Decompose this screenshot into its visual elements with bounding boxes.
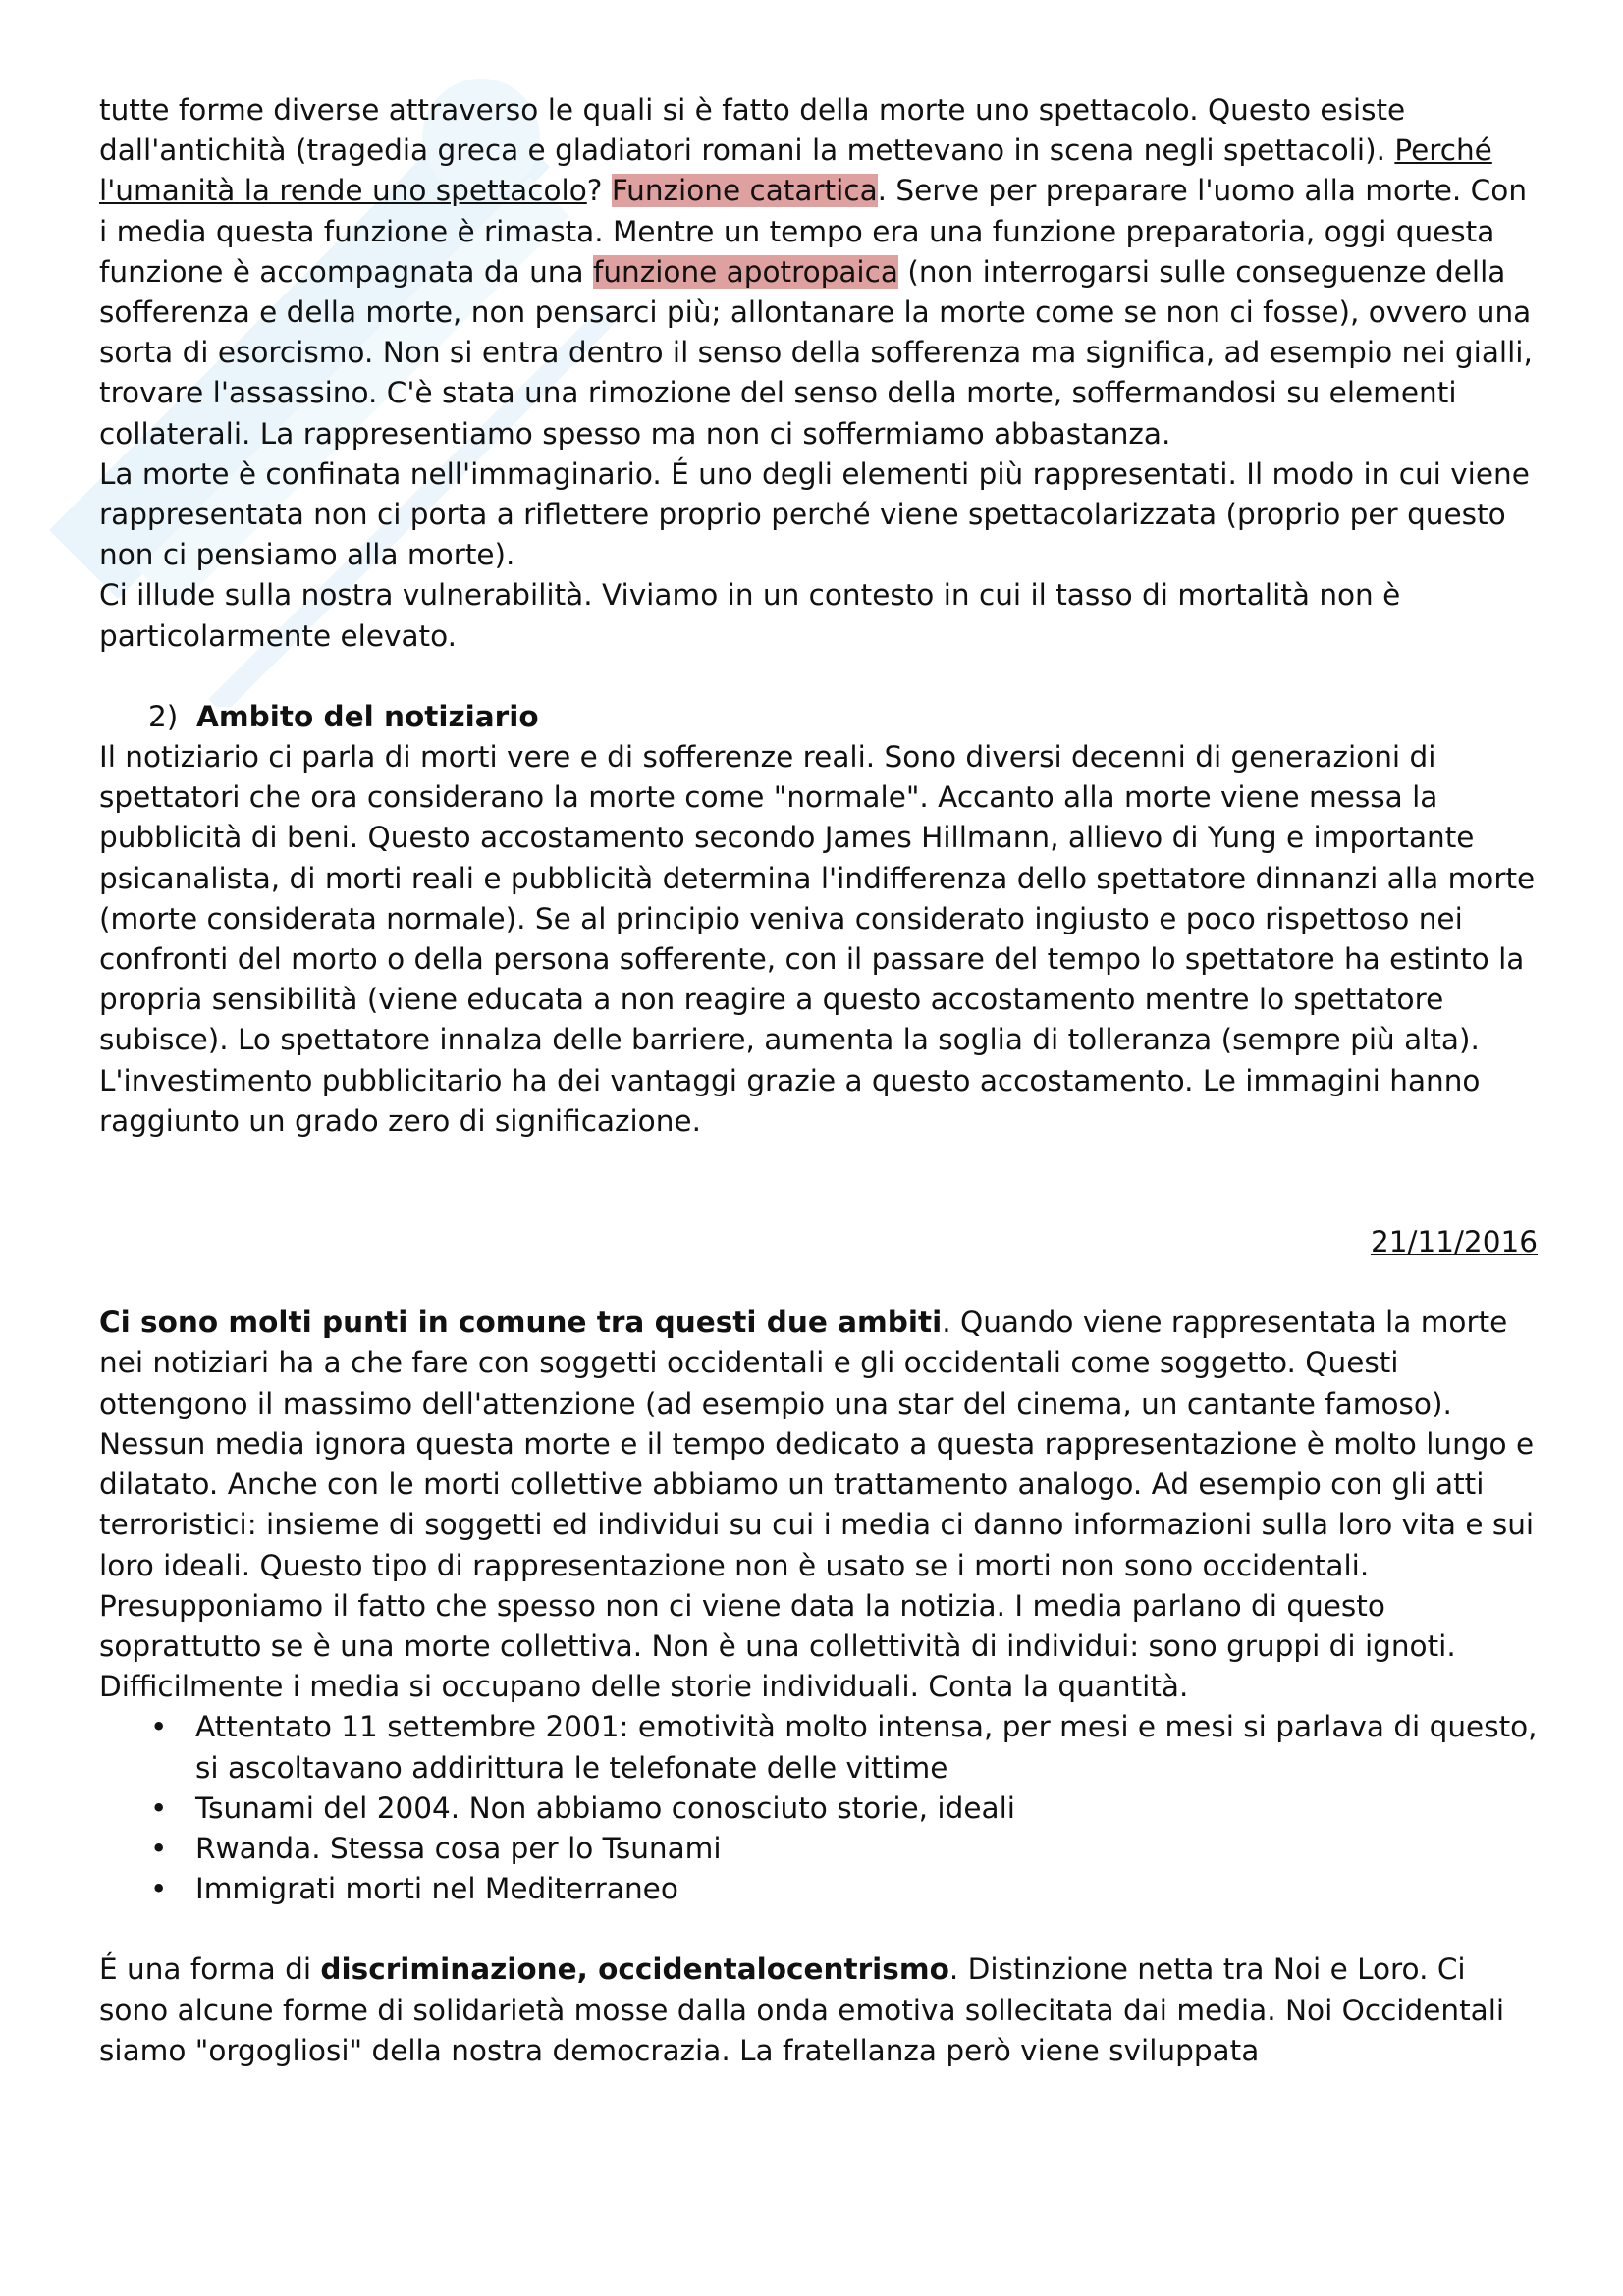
paragraph-text: tutte forme diverse attraverso le quali si è fatto della morte uno spettacolo. Questo esiste dall'antichità (tragedia greca e gladiatori romani la mettevano in scena negli spettacoli). [99, 93, 1406, 168]
section-number: 2) [148, 699, 179, 733]
list-item: • Rwanda. Stessa cosa per lo Tsunami [195, 1829, 1538, 1869]
list-item: • Immigrati morti nel Mediterraneo [195, 1869, 1538, 1909]
underlined-question: Perché l'umanità la rende uno spettacolo [99, 133, 1492, 208]
paragraph-text: . Serve per preparare l'uomo alla morte. Con i media questa funzione è rimasta. Mentre un tempo era una funzione preparatoria, oggi questa funzione è accompagnata da una [99, 174, 1528, 289]
date-row [99, 1222, 1538, 1262]
paragraph-text: . Quando viene rappresentata la morte nei notiziari ha a che fare con soggetti occidentali e gli occidentali come soggetto. Questi ottengono il massimo dell'attenzione (ad esempio una star del cinema, un cantante famoso). Nessun media ignora questa morte e il tempo dedicato a questa rappresentazione è molto lungo e dilatato. Anche con le morti collettive abbiamo un trattamento analogo. Ad esempio con gli atti terroristici: insieme di soggetti ed individui su cui i media ci danno informazioni sulla loro vita e sui loro ideali. Questo tipo di rappresentazione non è usato se i morti non sono occidentali. Presupponiamo il fatto che spesso non ci viene data la notizia. I media parlano di questo soprattutto se è una morte collettiva. Non è una collettività di individui: sono gruppi di ignoti. Difficilmente i media si occupano delle storie individuali. Conta la quantità. [99, 1306, 1535, 1704]
bold-term: discriminazione, occidentalocentrismo [320, 1952, 949, 1987]
paragraph-punti-comune [99, 1303, 1538, 1707]
section-title: Ambito del notiziario [196, 699, 539, 733]
paragraph-text: É una forma di [99, 1952, 312, 1987]
paragraph-text: . Distinzione netta tra Noi e Loro. Ci sono alcune forme di solidarietà mosse dalla onda emotiva sollecitata dai media. Noi Occidentali siamo "orgogliosi" della nostra democrazia. La fratellanza però viene sviluppata [99, 1952, 1505, 2067]
highlight-funzione-catartica: Funzione catartica [611, 174, 878, 208]
paragraph-notiziario: Il notiziario ci parla di morti vere e di sofferenze reali. Sono diversi decenni di generazioni di spettatori che ora considerano la morte come "normale". Accanto alla morte viene messa la pubblicità di beni. Questo accostamento secondo James Hillmann, allievo di Yung e importante psicanalista, di morti reali e pubblicità determina l'indifferenza dello spettatore dinnanzi alla morte (morte considerata normale). Se al principio veniva considerato ingiusto e poco rispettoso nei confronti del morto o della persona sofferente, con il passare del tempo lo spettatore ha estinto la propria sensibilità (viene educata a non reagire a questo accostamento mentre lo spettatore subisce). Lo spettatore innalza delle barriere, aumenta la soglia di tolleranza (sempre più alta). L'investimento pubblicitario ha dei vantaggi grazie a questo accostamento. Le immagini hanno raggiunto un grado zero di significazione. [99, 740, 1536, 1138]
document-page [99, 90, 1538, 2071]
question-mark: ? [586, 174, 603, 208]
highlight-funzione-apotropaica: funzione apotropaica [592, 254, 898, 289]
bullet-list [99, 1707, 1538, 1909]
paragraph-catarsi [99, 90, 1538, 454]
paragraph-immaginario: La morte è confinata nell'immaginario. É uno degli elementi più rappresentati. Il modo in cui viene rappresentata non ci porta a riflettere proprio perché viene spettacolarizzata (proprio per questo non ci pensiamo alla morte). [99, 456, 1530, 572]
paragraph-vulnerabilita: Ci illude sulla nostra vulnerabilità. Viviamo in un contesto in cui il tasso di mortalità non è particolarmente elevato. [99, 578, 1401, 653]
list-item: • Attentato 11 settembre 2001: emotività molto intensa, per mesi e mesi si parlava di questo, si ascoltavano addirittura le telefonate delle vittime [195, 1707, 1538, 1788]
lecture-date: 21/11/2016 [1370, 1225, 1538, 1259]
paragraph-text: (non interrogarsi sulle conseguenze della sofferenza e della morte, non pensarci più; allontanare la morte come se non ci fosse), ovvero una sorta di esorcismo. Non si entra dentro il senso della sofferenza ma significa, ad esempio nei gialli, trovare l'assassino. C'è stata una rimozione del senso della morte, soffermandosi su elementi collaterali. La rappresentiamo spesso ma non ci soffermiamo abbastanza. [99, 254, 1533, 451]
section-heading [99, 697, 1538, 737]
bold-lead: Ci sono molti punti in comune tra questi due ambiti [99, 1306, 943, 1340]
list-item: • Tsunami del 2004. Non abbiamo conosciuto storie, ideali [195, 1789, 1538, 1829]
paragraph-discriminazione [99, 1949, 1538, 2071]
